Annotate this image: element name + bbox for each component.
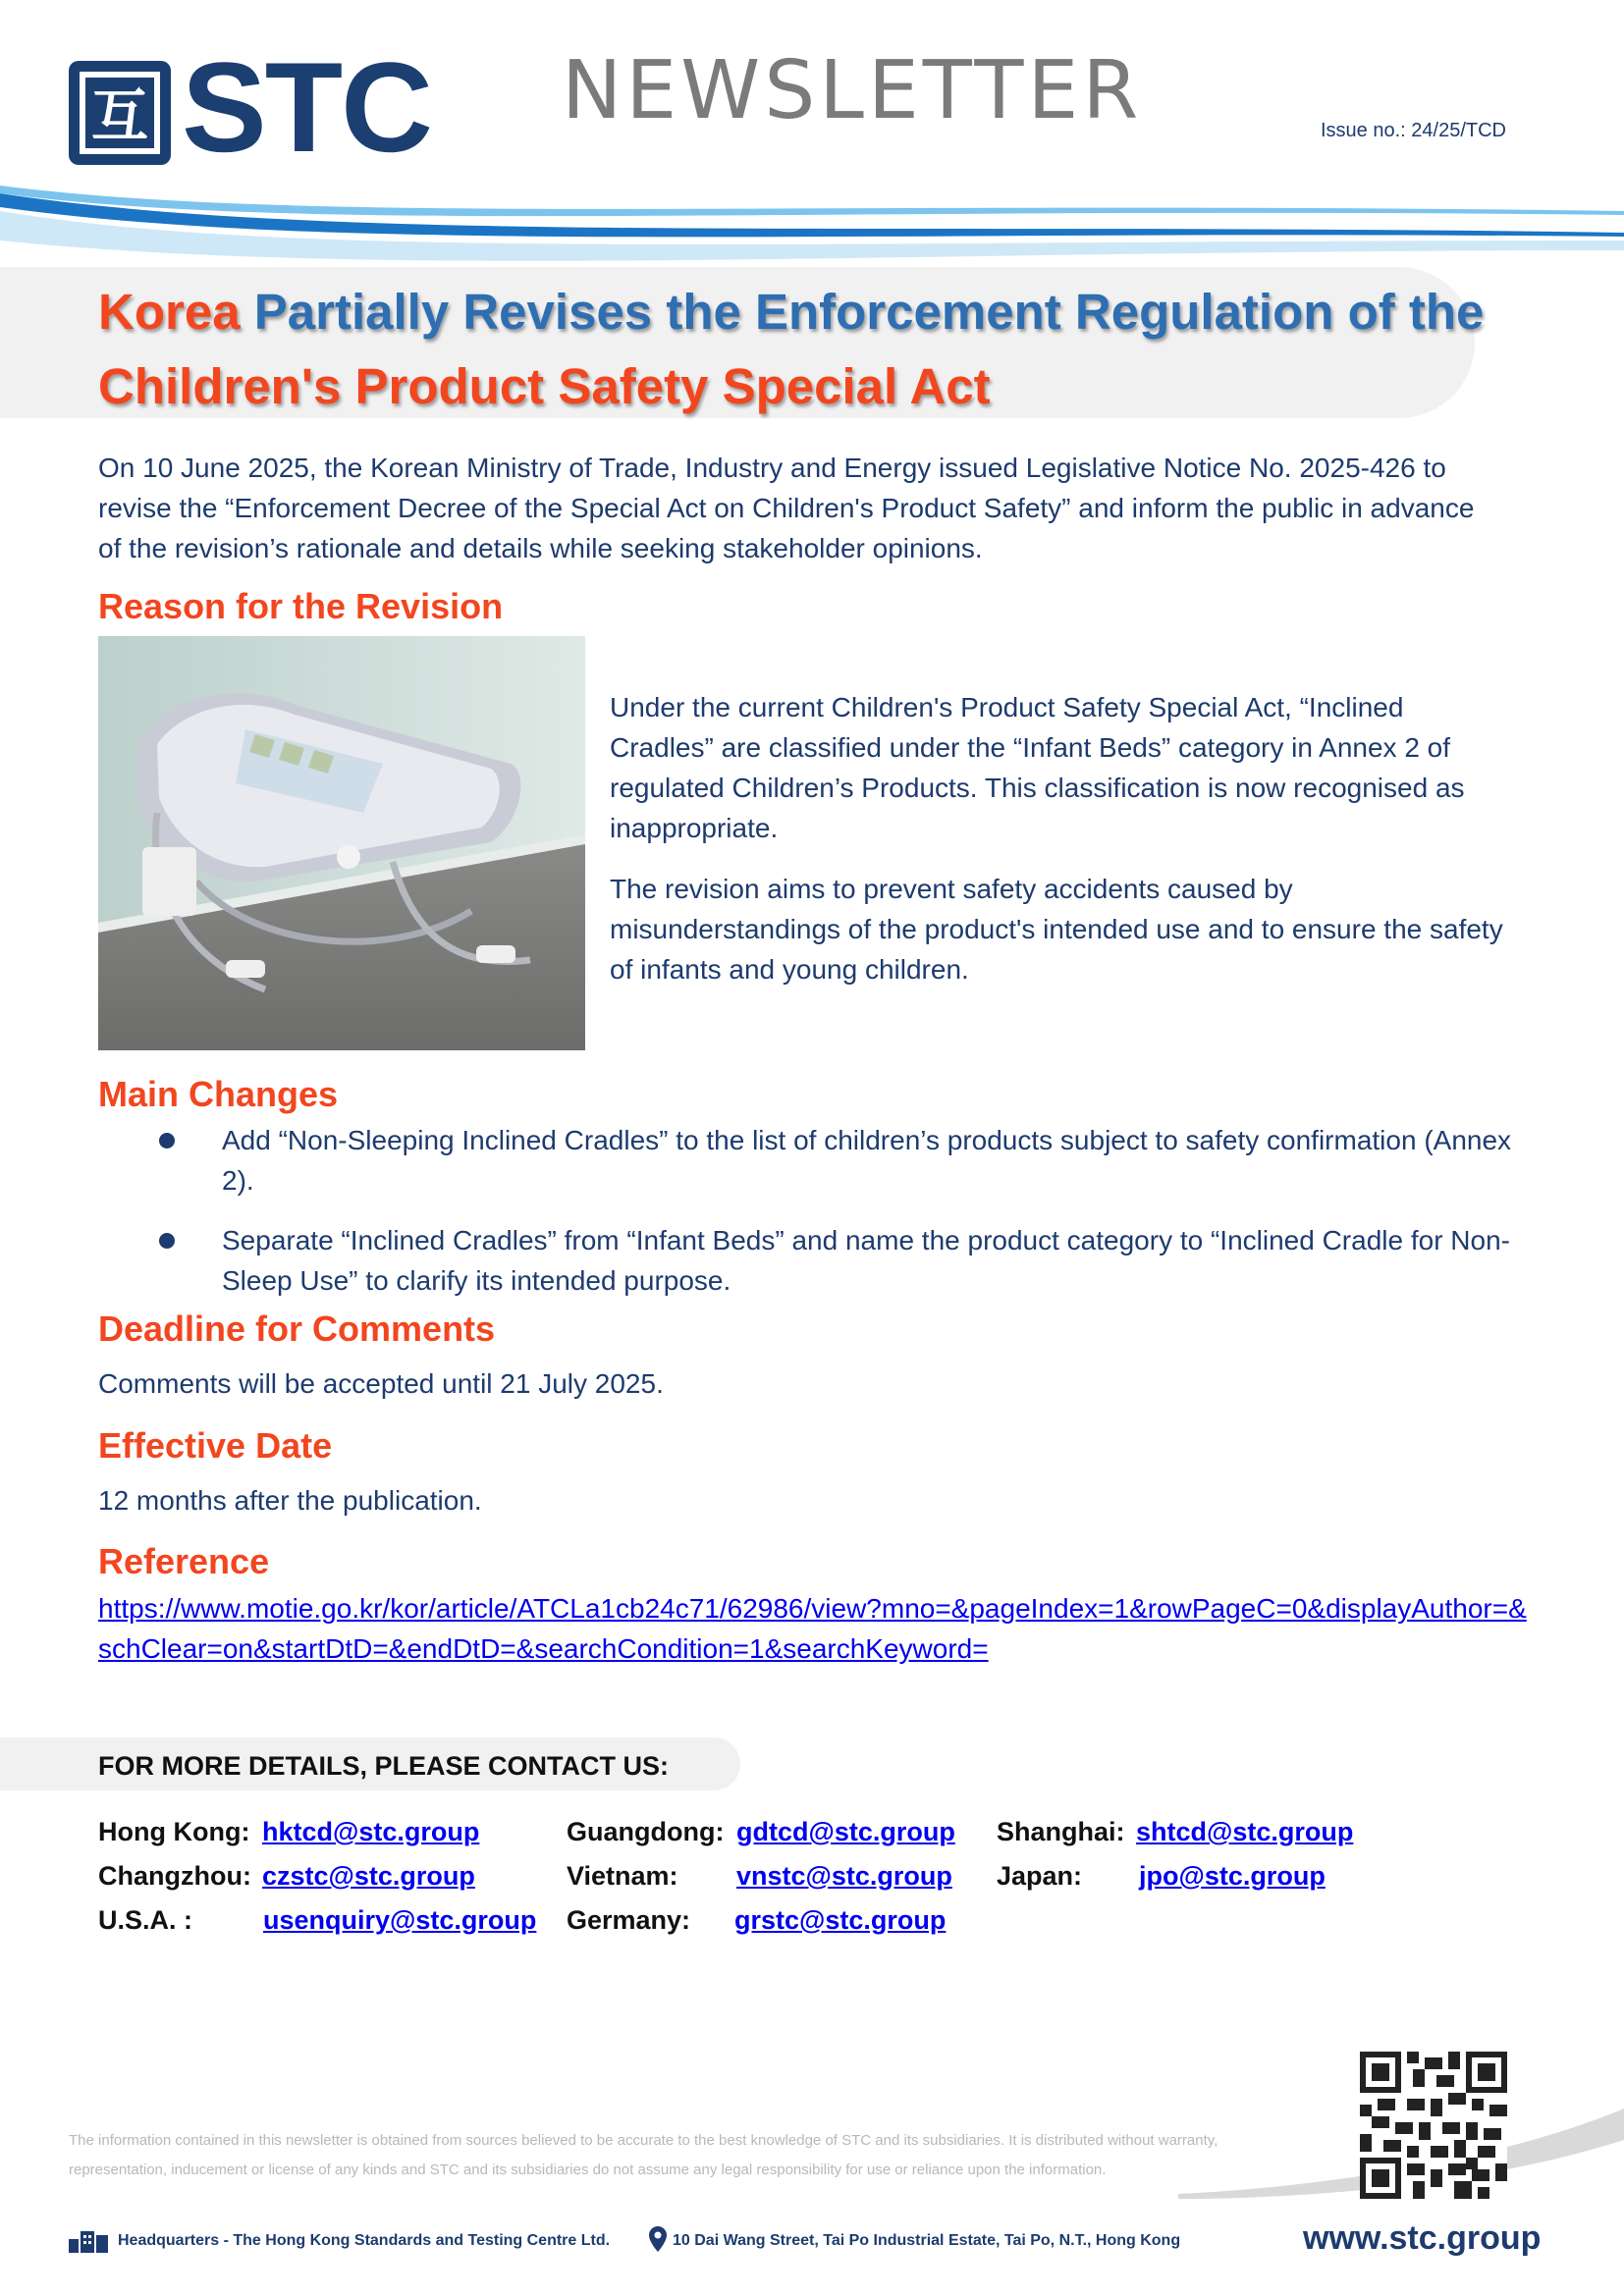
email-link-germany[interactable]: grstc@stc.group <box>734 1905 947 1935</box>
deadline-text: Comments will be accepted until 21 July 2025. <box>98 1368 664 1399</box>
location-pin-icon <box>649 2226 667 2252</box>
contact-title: FOR MORE DETAILS, PLEASE CONTACT US: <box>98 1751 670 1781</box>
headquarters-text: Headquarters - The Hong Kong Standards and Testing Centre Ltd. <box>118 2232 611 2249</box>
reason-heading: Reason for the Revision <box>98 586 504 626</box>
intro-paragraph: On 10 June 2025, the Korean Ministry of Trade, Industry and Energy issued Legislative Notice No. 2025-426 to revise the “Enforcement Decree of the Special Act on Children's Product Safety” and inform the public in advance of the revision’s rationale and details while seeking stakeholder opinions. <box>98 453 1475 563</box>
reference-link[interactable]: https://www.motie.go.kr/kor/article/ATCLa1cb24c71/62986/view?mno=&pageIndex=1&rowPageC=0&displayAuthor=&schClear=on&startDtD=&endDtD=&searchCondition=1&searchKeyword= <box>98 1593 1527 1664</box>
bullet-icon <box>159 1133 175 1148</box>
newsletter-label: NEWSLETTER <box>562 44 1143 137</box>
contact-label-hong-kong: Hong Kong: <box>98 1817 250 1846</box>
reason-text <box>610 687 1513 989</box>
contact-label-germany: Germany: <box>567 1905 691 1935</box>
contact-label-japan: Japan: <box>997 1861 1083 1891</box>
change-item-1: Add “Non-Sleeping Inclined Cradles” to the list of children’s products subject to safety confirmation (Annex 2). <box>222 1125 1512 1196</box>
effective-date-heading: Effective Date <box>98 1425 333 1466</box>
email-link-vietnam[interactable]: vnstc@stc.group <box>736 1861 952 1891</box>
main-changes-list <box>98 1120 1532 1320</box>
bullet-icon <box>159 1233 175 1249</box>
deadline-heading: Deadline for Comments <box>98 1308 496 1349</box>
address-text: 10 Dai Wang Street, Tai Po Industrial Estate, Tai Po, N.T., Hong Kong <box>673 2232 1181 2249</box>
contact-label-vietnam: Vietnam: <box>567 1861 678 1891</box>
email-link-japan[interactable]: jpo@stc.group <box>1139 1861 1326 1891</box>
effective-date-text: 12 months after the publication. <box>98 1485 482 1516</box>
header-wave <box>0 172 1624 280</box>
contact-label-changzhou: Changzhou: <box>98 1861 251 1891</box>
title-part-1: Korea <box>98 284 241 340</box>
email-link-hong-kong[interactable]: hktcd@stc.group <box>262 1817 480 1846</box>
qr-code[interactable] <box>1360 2052 1507 2199</box>
email-link-guangdong[interactable]: gdtcd@stc.group <box>736 1817 955 1846</box>
main-changes-heading: Main Changes <box>98 1074 339 1114</box>
inclined-cradle-photo <box>98 636 585 1050</box>
list-item <box>98 1220 1532 1301</box>
stc-logo-icon <box>69 61 171 165</box>
issue-number: Issue no.: 24/25/TCD <box>1321 120 1506 141</box>
list-item <box>98 1120 1532 1201</box>
contact-label-usa: U.S.A. : <box>98 1905 193 1935</box>
email-link-usa[interactable]: usenquiry@stc.group <box>263 1905 537 1935</box>
contact-label-shanghai: Shanghai: <box>997 1817 1125 1846</box>
email-link-changzhou[interactable]: czstc@stc.group <box>262 1861 475 1891</box>
title-part-3: Children's Product Safety Special Act <box>98 358 991 414</box>
title-part-2: Partially Revises the Enforcement Regulation of the <box>240 284 1485 340</box>
building-icon <box>69 2227 112 2253</box>
reference-heading: Reference <box>98 1541 270 1581</box>
svg-text:互: 互 <box>90 84 149 148</box>
website-link[interactable]: www.stc.group <box>1303 2219 1542 2257</box>
email-link-shanghai[interactable]: shtcd@stc.group <box>1136 1817 1354 1846</box>
change-item-2: Separate “Inclined Cradles” from “Infant Beds” and name the product category to “Inclined Cradle for Non-Sleep Use” to clarify its intended purpose. <box>222 1225 1510 1296</box>
page-title <box>98 275 1492 424</box>
reason-paragraph-1: Under the current Children's Product Safety Special Act, “Inclined Cradles” are classified under the “Infant Beds” category in Annex 2 of regulated Children’s Products. This classification is now recognised as inappropriate. <box>610 692 1465 843</box>
contact-label-guangdong: Guangdong: <box>567 1817 725 1846</box>
disclaimer-text: The information contained in this newsletter is obtained from sources believed to be accurate to the best knowledge of STC and its subsidiaries. It is distributed without warranty, representation, inducement or license of any kinds and STC and its subsidiaries do not assume any legal responsibility for use or reliance upon the information. <box>69 2132 1218 2178</box>
logo-text: STC <box>182 35 431 179</box>
reason-paragraph-2: The revision aims to prevent safety accidents caused by misunderstandings of the product's intended use and to ensure the safety of infants and young children. <box>610 874 1503 985</box>
